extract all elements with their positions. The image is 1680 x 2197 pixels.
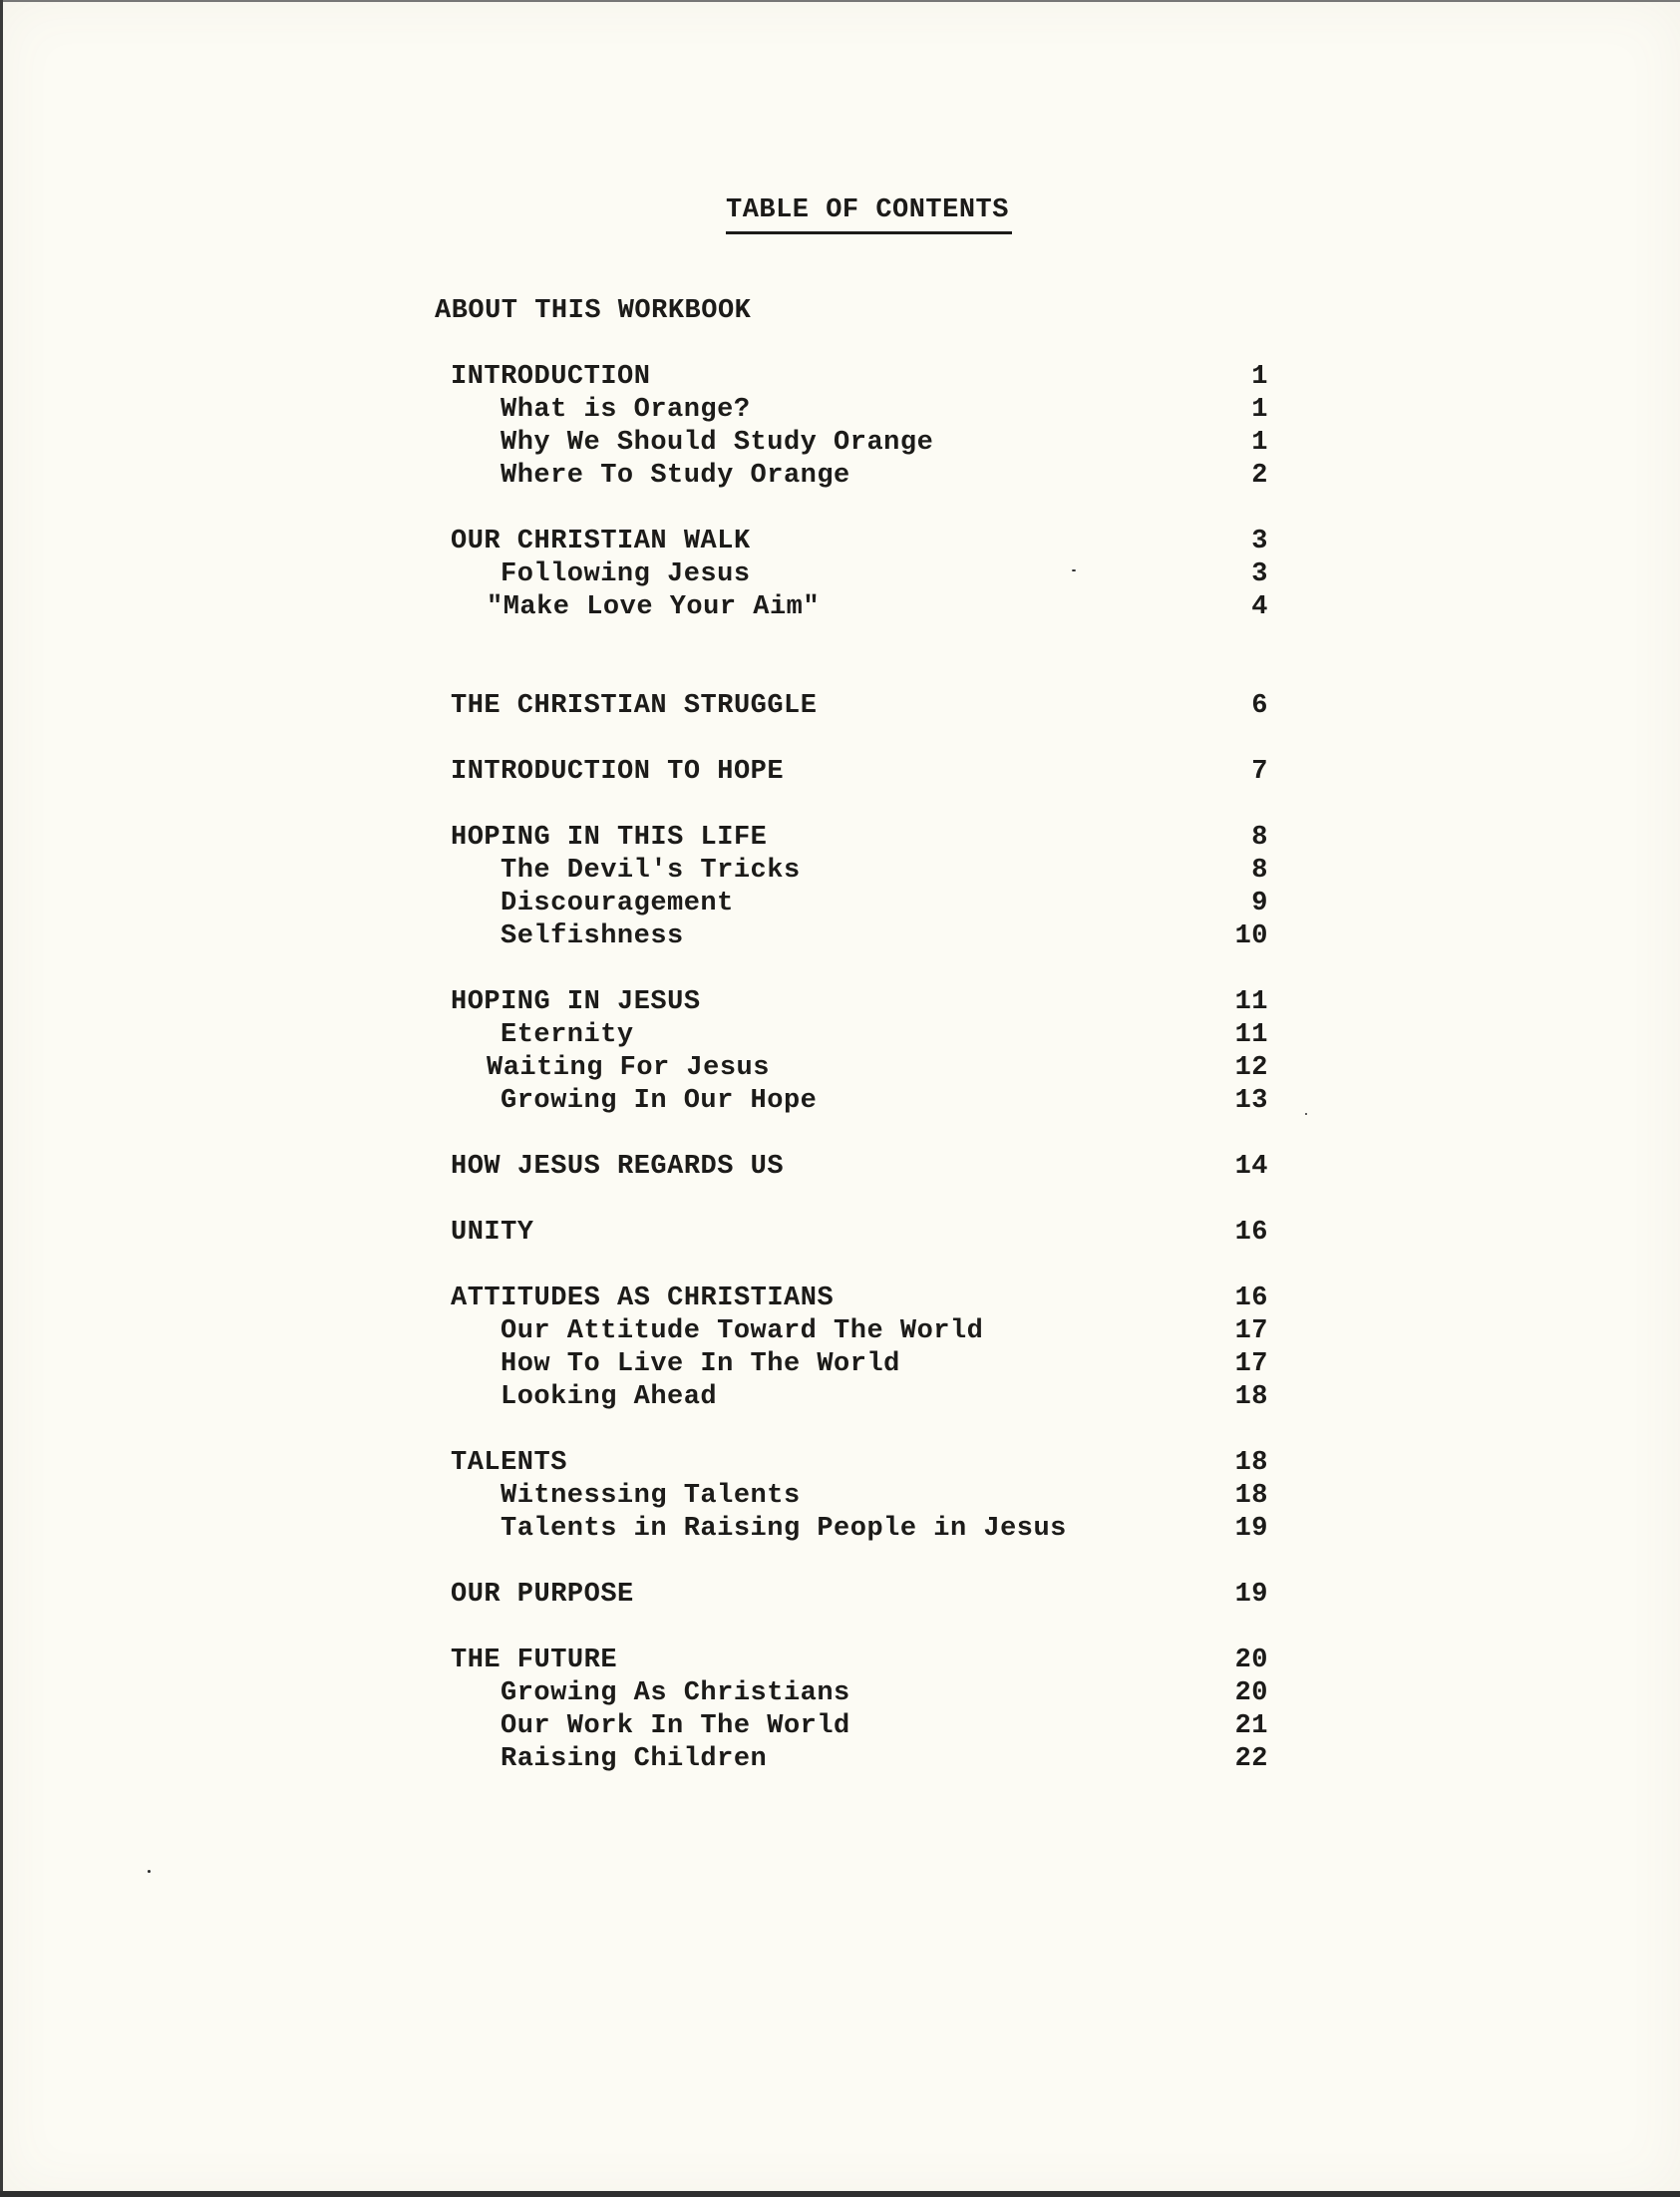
toc-entry-label: The Devil's Tricks — [501, 856, 801, 886]
toc-entry-where-study-orange — [451, 461, 1268, 494]
toc-entry-page: 13 — [1234, 1086, 1268, 1116]
toc-entry-page: 18 — [1234, 1481, 1268, 1511]
toc-entry-what-is-orange — [451, 395, 1268, 428]
about-workbook-heading: ABOUT THIS WORKBOOK — [435, 296, 752, 326]
toc-entry-page: 19 — [1234, 1580, 1268, 1610]
toc-entry-how-jesus-regards-us — [451, 1152, 1268, 1185]
toc-entry-page: 11 — [1234, 987, 1268, 1017]
toc-entry-attitudes-as-christians — [451, 1283, 1268, 1316]
toc-entry-looking-ahead — [451, 1382, 1268, 1415]
toc-entry-christian-walk — [451, 527, 1268, 559]
toc-entry-label: Looking Ahead — [501, 1382, 718, 1412]
scan-speck — [148, 1870, 151, 1873]
toc-entry-page: 21 — [1234, 1711, 1268, 1741]
toc-entry-make-love-your-aim — [451, 592, 1268, 625]
toc-entry-label: Discouragement — [501, 889, 734, 918]
toc-entry-page: 17 — [1234, 1316, 1268, 1346]
toc-entry-our-work-in-world — [451, 1711, 1268, 1744]
toc-entry-page: 19 — [1234, 1514, 1268, 1544]
toc-entry-how-to-live-in-world — [451, 1349, 1268, 1382]
toc-entry-talents — [451, 1448, 1268, 1481]
toc-entry-label: What is Orange? — [501, 395, 751, 425]
toc-entry-page: 20 — [1234, 1678, 1268, 1708]
toc-entry-page: 4 — [1251, 592, 1268, 622]
table-of-contents — [451, 0, 1268, 2197]
toc-entry-introduction-to-hope — [451, 757, 1268, 790]
toc-entry-introduction — [451, 362, 1268, 395]
scan-edge-left — [0, 0, 3, 2197]
toc-entry-page: 14 — [1234, 1152, 1268, 1182]
toc-entry-following-jesus — [451, 559, 1268, 592]
scan-speck — [1305, 1113, 1307, 1115]
toc-entry-page: 2 — [1251, 461, 1268, 491]
toc-entry-page: 16 — [1234, 1218, 1268, 1248]
toc-entry-page: 8 — [1251, 823, 1268, 853]
toc-entry-page: 1 — [1251, 428, 1268, 458]
toc-entry-label: INTRODUCTION TO HOPE — [451, 757, 785, 787]
toc-entry-label: HOPING IN THIS LIFE — [451, 823, 768, 853]
toc-entry-devils-tricks — [451, 856, 1268, 889]
toc-entry-unity — [451, 1218, 1268, 1251]
toc-entry-label: Why We Should Study Orange — [501, 428, 934, 458]
toc-entry-label: How To Live In The World — [501, 1349, 900, 1379]
toc-entry-label: Raising Children — [501, 1744, 768, 1774]
toc-entry-page: 11 — [1234, 1020, 1268, 1050]
toc-entry-page: 12 — [1234, 1053, 1268, 1083]
toc-entry-label: Eternity — [501, 1020, 634, 1050]
toc-entry-label: THE CHRISTIAN STRUGGLE — [451, 691, 818, 721]
toc-entry-label: UNITY — [451, 1218, 534, 1248]
toc-entry-page: 3 — [1251, 559, 1268, 589]
toc-entry-label: Growing As Christians — [501, 1678, 850, 1708]
toc-entry-label: OUR PURPOSE — [451, 1580, 634, 1610]
page-title: TABLE OF CONTENTS — [726, 195, 1009, 225]
toc-entry-the-future — [451, 1646, 1268, 1678]
toc-entry-page: 16 — [1234, 1283, 1268, 1313]
toc-entry-talents-raising-people — [451, 1514, 1268, 1547]
toc-entry-label: TALENTS — [451, 1448, 567, 1478]
toc-entry-page: 17 — [1234, 1349, 1268, 1379]
toc-entry-attitude-toward-world — [451, 1316, 1268, 1349]
toc-entry-page: 6 — [1251, 691, 1268, 721]
toc-entry-why-study-orange — [451, 428, 1268, 461]
toc-entry-page: 1 — [1251, 362, 1268, 392]
toc-entry-selfishness — [451, 921, 1268, 954]
toc-entry-label: Waiting For Jesus — [487, 1053, 770, 1083]
toc-entry-label: INTRODUCTION — [451, 362, 651, 392]
toc-entry-label: Growing In Our Hope — [501, 1086, 818, 1116]
scan-speck — [1072, 569, 1076, 571]
toc-entry-page: 8 — [1251, 856, 1268, 886]
toc-entry-label: OUR CHRISTIAN WALK — [451, 527, 751, 556]
toc-entry-eternity — [451, 1020, 1268, 1053]
toc-entry-label: Witnessing Talents — [501, 1481, 801, 1511]
toc-entry-page: 1 — [1251, 395, 1268, 425]
toc-entry-label: Our Work In The World — [501, 1711, 850, 1741]
toc-entry-our-purpose — [451, 1580, 1268, 1613]
toc-entry-page: 10 — [1234, 921, 1268, 951]
toc-entry-label: HOW JESUS REGARDS US — [451, 1152, 785, 1182]
toc-entry-label: THE FUTURE — [451, 1646, 618, 1675]
toc-entry-waiting-for-jesus — [451, 1053, 1268, 1086]
toc-entry-label: HOPING IN JESUS — [451, 987, 701, 1017]
toc-entry-page: 3 — [1251, 527, 1268, 556]
toc-entry-growing-as-christians — [451, 1678, 1268, 1711]
toc-entry-label: Where To Study Orange — [501, 461, 850, 491]
toc-entry-label: Talents in Raising People in Jesus — [501, 1514, 1067, 1544]
toc-entry-page: 9 — [1251, 889, 1268, 918]
toc-entry-page: 22 — [1234, 1744, 1268, 1774]
toc-entry-page: 18 — [1234, 1448, 1268, 1478]
toc-entry-label: "Make Love Your Aim" — [487, 592, 821, 622]
toc-entry-discouragement — [451, 889, 1268, 921]
toc-entry-hoping-in-jesus — [451, 987, 1268, 1020]
toc-entry-label: ATTITUDES AS CHRISTIANS — [451, 1283, 835, 1313]
toc-entry-growing-in-our-hope — [451, 1086, 1268, 1119]
toc-entry-label: Selfishness — [501, 921, 684, 951]
toc-entry-label: Following Jesus — [501, 559, 751, 589]
toc-entry-christian-struggle — [451, 691, 1268, 724]
toc-entry-raising-children — [451, 1744, 1268, 1777]
toc-entry-hoping-in-this-life — [451, 823, 1268, 856]
toc-entry-page: 7 — [1251, 757, 1268, 787]
toc-entry-page: 18 — [1234, 1382, 1268, 1412]
toc-entry-label: Our Attitude Toward The World — [501, 1316, 984, 1346]
toc-entry-witnessing-talents — [451, 1481, 1268, 1514]
toc-entry-page: 20 — [1234, 1646, 1268, 1675]
